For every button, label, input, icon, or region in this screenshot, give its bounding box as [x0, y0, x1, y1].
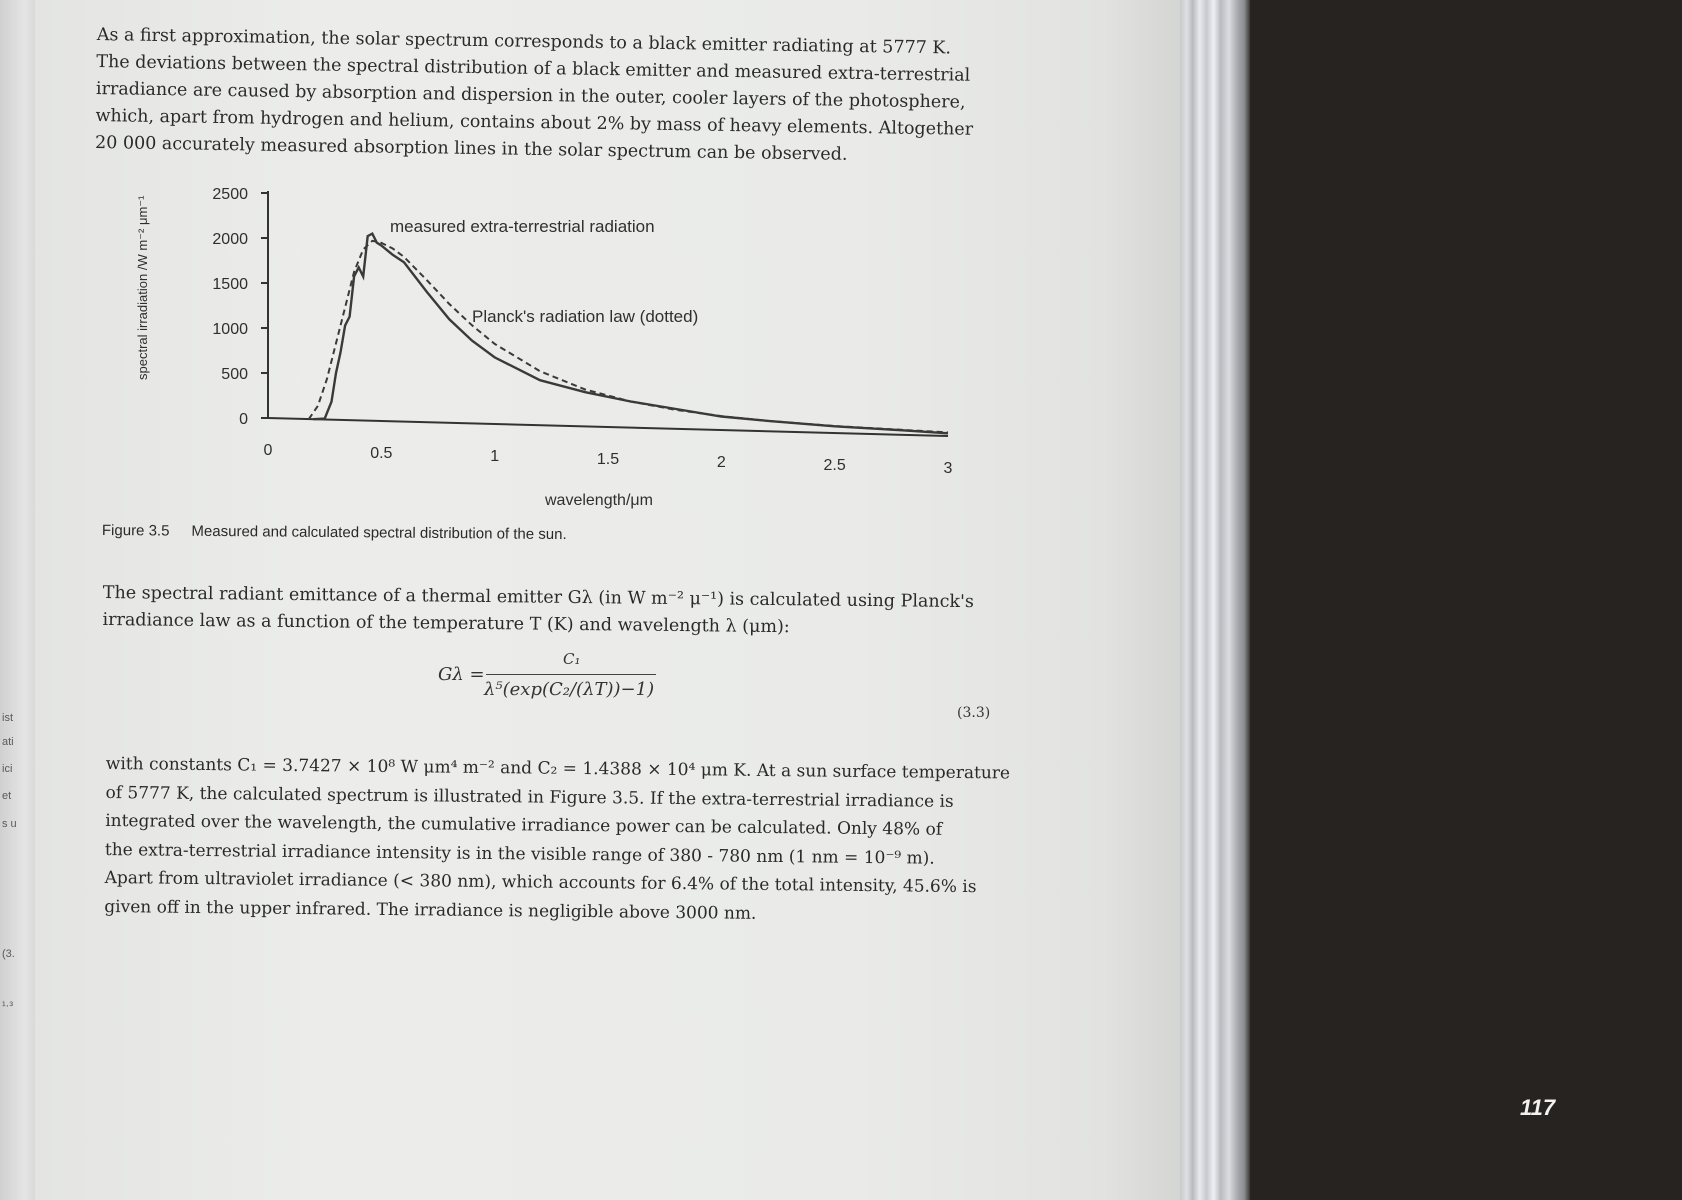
- margin-fragment: ist: [2, 712, 13, 724]
- text-line: with constants C₁ = 3.7427 × 10⁸ W μm⁴ m⁻² and C₂ = 1.4388 × 10⁴ μm K. At a sun surface temperature: [105, 753, 1011, 784]
- planck-curve: [309, 241, 948, 433]
- x-tick-label: 2: [716, 454, 726, 471]
- text-line: irradiance are caused by absorption and dispersion in the outer, cooler layers of the photosphere,: [95, 78, 966, 113]
- fraction-bar: [486, 674, 656, 675]
- text-line: The spectral radiant emittance of a thermal emitter Gλ (in W m⁻² μ⁻¹) is calculated using Planck's: [102, 582, 974, 613]
- equation-denominator: λ⁵(exp(C₂/(λT))−1): [484, 679, 655, 700]
- text-line: given off in the upper infrared. The irradiance is negligible above 3000 nm.: [104, 896, 757, 924]
- margin-fragment: (3.: [2, 948, 15, 960]
- x-axis-label: wavelength/μm: [545, 492, 653, 509]
- margin-fragment: ati: [2, 736, 14, 748]
- chart-series: [309, 234, 948, 434]
- y-tick-label: 500: [221, 366, 248, 383]
- x-tick-label: 1: [490, 448, 500, 465]
- text-line: irradiance law as a function of the temperature T (K) and wavelength λ (μm):: [102, 609, 790, 638]
- measured-curve: [313, 234, 948, 434]
- annotation-measured: measured extra-terrestrial radiation: [390, 217, 655, 236]
- x-tick-label: 2.5: [823, 457, 846, 474]
- margin-fragment: et: [2, 790, 12, 802]
- paragraph-constants: [104, 750, 1011, 930]
- y-tick-label: 1000: [212, 321, 248, 338]
- text-line: integrated over the wavelength, the cumulative irradiance power can be calculated. Only 48% of: [105, 810, 943, 840]
- x-tick-label: 0: [263, 442, 273, 459]
- equation-numerator: C₁: [563, 650, 581, 668]
- equation-number: (3.3): [957, 705, 991, 721]
- text-line: Apart from ultraviolet irradiance (< 380 nm), which accounts for 6.4% of the total intensity, 45.6% is: [104, 867, 977, 898]
- y-tick-label: 1500: [212, 276, 248, 293]
- y-tick-label: 0: [239, 411, 248, 428]
- margin-fragment: s u: [2, 818, 17, 830]
- annotation-planck: Planck's radiation law (dotted): [472, 307, 699, 326]
- equation-lhs: Gλ =: [438, 664, 485, 685]
- x-tick-label: 3: [943, 460, 953, 477]
- text-line: The deviations between the spectral distribution of a black emitter and measured extra-terrestrial: [96, 51, 971, 86]
- page-number: 117: [1520, 1095, 1556, 1120]
- text-line: of 5777 K, the calculated spectrum is illustrated in Figure 3.5. If the extra-terrestrial irradiance is: [105, 782, 954, 812]
- caption-label: Figure 3.5: [101, 522, 170, 540]
- text-line: 20 000 accurately measured absorption lines in the solar spectrum can be observed.: [94, 132, 848, 165]
- margin-fragment: ici: [2, 763, 13, 775]
- paragraph-planck: [102, 580, 998, 643]
- x-tick-label: 0.5: [370, 445, 393, 462]
- text-line: As a first approximation, the solar spectrum corresponds to a black emitter radiating at 5777 K.: [96, 24, 952, 59]
- x-tick-label: 1.5: [596, 451, 620, 468]
- y-tick-label: 2500: [212, 186, 248, 203]
- text-line: the extra-terrestrial irradiance intensity is in the visible range of 380 - 780 nm (1 nm = 10⁻⁹ m).: [104, 839, 935, 869]
- caption-text: Measured and calculated spectral distribution of the sun.: [191, 522, 567, 544]
- margin-fragment: ¹·³: [2, 1000, 13, 1012]
- text-line: which, apart from hydrogen and helium, contains about 2% by mass of heavy elements. Altogether: [95, 105, 974, 140]
- y-tick-label: 2000: [212, 231, 248, 248]
- y-axis-label: spectral irradiation /W m⁻² μm⁻¹: [135, 195, 150, 380]
